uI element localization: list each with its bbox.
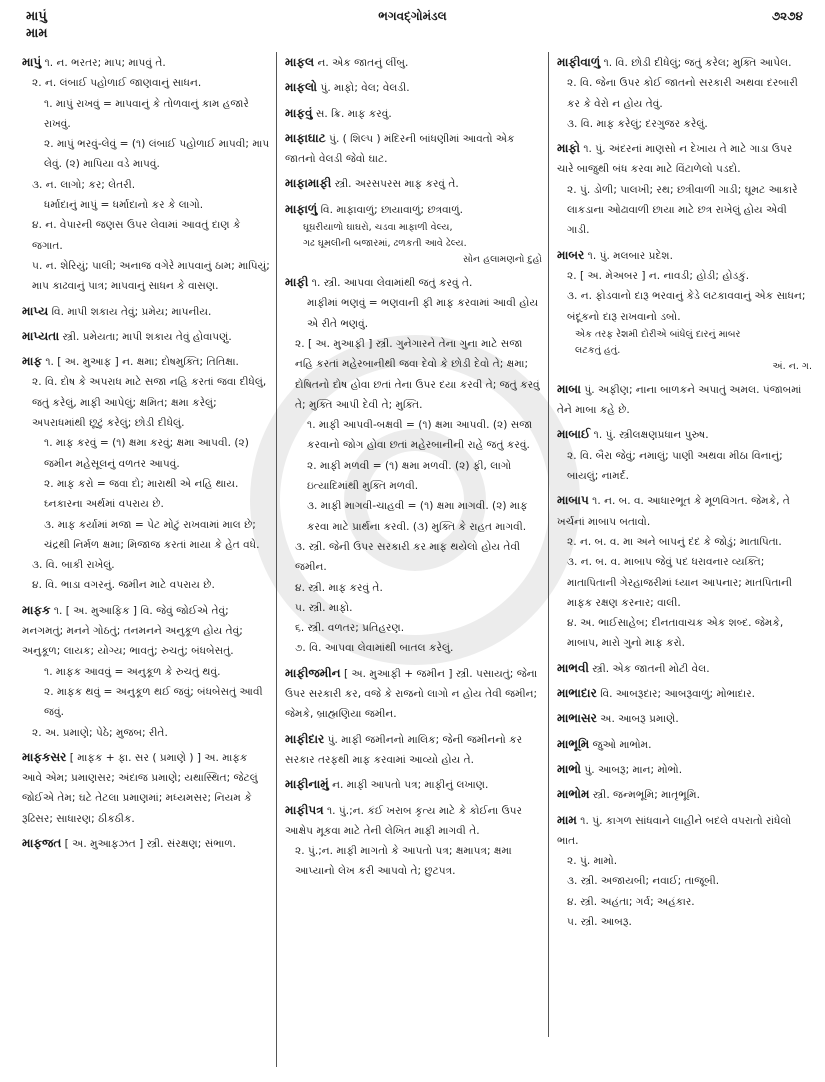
dictionary-entry bbox=[285, 663, 542, 725]
dictionary-entry bbox=[557, 138, 812, 240]
entry-sense: ૧. માપું રાખવું = માપવાનું કે તોળવાનું કામ હજારે રાખવું. bbox=[44, 97, 249, 130]
entry-headword: માફીવાળું bbox=[557, 55, 601, 69]
entry-sense: ૨. અ. પ્રમાણે; પેઠે; મુજબ; રીતે. bbox=[32, 726, 168, 739]
dictionary-entry bbox=[22, 747, 270, 829]
entry-headword: માભાસર bbox=[557, 711, 597, 726]
dictionary-entry bbox=[285, 272, 542, 659]
entry-sense: સ્ત્રી. અરસપરસ માફ કરવું તે. bbox=[334, 178, 459, 191]
entry-headword: માફીનામું bbox=[285, 777, 329, 792]
entry-sense: ૭. વિ. આપવા લેવામાંથી બાતલ કરેલું. bbox=[295, 642, 454, 655]
entry-headword: માફીજમીન bbox=[285, 665, 341, 680]
entry-quote-line: એક તરફ રેશમી દોરીએ બાંધેલું દારનું માબર bbox=[575, 328, 741, 340]
entry-headword: મામ bbox=[557, 812, 577, 827]
entry-headword: માભૂમિ bbox=[557, 736, 590, 751]
entry-sense: ૨. વિ. જેના ઉપર કોઈ જાતનો સરકારી અથવા દરબારી કર કે વેરો ન હોય તેવું. bbox=[567, 77, 798, 110]
entry-sense: ૧. માફી આપવી-બક્ષવી = (૧) ક્ષમા આપવી. (૨) સજા કરવાનો જોગ હોવા છતાં મહેરબાનીની રાહે જતું કરવું. bbox=[307, 419, 533, 452]
dictionary-entry bbox=[285, 774, 542, 795]
entry-sense: પું. આબરૂ; માન; મોભો. bbox=[584, 763, 683, 776]
entry-sense: ૧. માફ કરવું = (૧) ક્ષમા કરવું; ક્ષમા આપવી. (૨) જમીન મહેસૂલનું વળતર આપવું. bbox=[44, 437, 249, 470]
dictionary-entry bbox=[285, 199, 542, 268]
entry-sense: ૩. માફી માગવી-ચાહવી = (૧) ક્ષમા માગવી. (૨) માફ કરવા માટે પ્રાર્થના કરવી. (૩) મુક્તિ કે રાહત માગવી. bbox=[307, 500, 528, 533]
entry-quote-line: ઘૂઘરીયાળો ઘાઘરો, ચડવા માફાળી વેલ્ય, bbox=[303, 222, 453, 234]
dictionary-entry bbox=[285, 128, 542, 170]
entry-sense: ૨. વિ. દોષ કે અપરાધ માટે સજા નહિ કરતાં જવા દીધેલું, જતું કરેલું, માફી આપેલું; ક્ષમિત; ક્ષમા કરેલું; અપરાધમાંથી છૂટું કરેલું; છોડી દીધેલું. bbox=[32, 376, 267, 430]
dictionary-entry bbox=[22, 326, 270, 347]
entry-quote-source: સોન હલામણનો દુહો bbox=[462, 254, 542, 266]
entry-sense: ૧. પું. કાગળ સાંધવાને લાહીને બદલે વપરાતો રાંધેલો ભાત. bbox=[557, 814, 792, 847]
entry-sense: વિ. માપી શકાય તેવું; પ્રમેય; માપનીય. bbox=[51, 305, 212, 318]
dictionary-entry bbox=[22, 52, 270, 297]
entry-quote-line: લટકતું હતું. bbox=[575, 344, 621, 356]
entry-headword: માફલ bbox=[285, 55, 315, 69]
entry-sense: ૪. વિ. ભાડા વગરનું. જમીન માટે વપરાય છે. bbox=[32, 579, 215, 592]
page-header bbox=[0, 0, 825, 52]
entry-sense: વિ. આબરૂદાર; આબરૂવાળું; મોભાદાર. bbox=[600, 688, 756, 701]
entry-sense: ૨. પું. ડોળી; પાલખી; રથ; છત્રીવાળી ગાડી; ઘૂમટ આકારે લાકડાના ઓઢાવાળી છાયા માટે છત્ર રાખેલું હોય એવી ગાડી. bbox=[567, 183, 798, 237]
entry-sense: ૧. ન. ભરતર; માપ; માપવું તે. bbox=[44, 57, 166, 69]
entry-sense: ૧. વિ. છોડી દીધેલું; જતું કરેલ; મુક્તિ આપેલ. bbox=[603, 57, 792, 69]
entry-headword: માફામાફી bbox=[285, 176, 332, 191]
entry-sense: માફીમાં ભણવું = ભણવાની ફી માફ કરવામાં આવી હોય એ રીતે ભણવું. bbox=[307, 297, 539, 330]
entry-headword: માબર bbox=[557, 247, 585, 262]
entry-headword: માભાદાર bbox=[557, 686, 597, 701]
entry-sense: ૨. [ અ. મેઅબર ] ન. નાવડી; હોડી; હોડકું. bbox=[567, 269, 750, 282]
entry-sense: પું. માફી જમીનનો માલિક; જેની જમીનનો કર સરકાર તરફથી માફ કરવામાં આવ્યો હોય તે. bbox=[285, 733, 523, 766]
entry-sense: ૧. પું. મલબાર પ્રદેશ. bbox=[587, 249, 673, 262]
entry-headword: માભોમ bbox=[557, 787, 590, 802]
entry-headword: માપ્ય bbox=[22, 303, 49, 318]
entry-headword: માફજત bbox=[22, 835, 62, 850]
dictionary-entry bbox=[557, 810, 812, 933]
entry-headword: માફીપત્ર bbox=[285, 802, 324, 817]
entry-quote-line: ગઢ ઘૂમલીની બજારમાં, ઢળકતી આવે ઢેલ્ય. bbox=[303, 238, 467, 250]
dictionary-entry bbox=[557, 784, 812, 805]
entry-headword: માપું bbox=[22, 55, 42, 69]
guide-word-top: માપું bbox=[26, 9, 47, 24]
entry-sense: ૩. ન. લાગો; કર; લેતરી. bbox=[32, 178, 136, 191]
entry-headword: માફલો bbox=[285, 80, 318, 95]
dictionary-entry bbox=[285, 103, 542, 124]
entry-headword: માફક bbox=[22, 602, 51, 617]
dictionary-entry bbox=[557, 708, 812, 729]
entry-sense: ૬. સ્ત્રી. વળતર; પ્રતિહરણ. bbox=[295, 622, 405, 635]
entry-sense: ૨. માફ કરો = જવા દો; મારાથી એ નહિ થાય. ઘ્નકારના અર્થમાં વપરાય છે. bbox=[44, 477, 239, 511]
entry-sense: ૨. માફી મળવી = (૧) ક્ષમા મળવી. (૨) ફી, લાગો ઇત્યાદિમાંથી મુક્તિ મળવી. bbox=[307, 459, 512, 493]
dictionary-entry bbox=[285, 52, 542, 73]
entry-sense: ૧. પું. અંદરનાં માણસો ન દેખાય તે માટે ગાડા ઉપર ચારે બાજુથી બંધ કરવા માટે વિંટાળેલો પડદો. bbox=[557, 143, 793, 176]
dictionary-entry bbox=[557, 658, 812, 679]
entry-sense: ૫. ન. શેરિયું; પાલી; અનાજ વગેરે માપવાનું ઠામ; માપિયું; માપ કાઢવાનું પાત્ર; માપવાનું સાધન કે વાસણ. bbox=[32, 259, 270, 293]
entry-sense: સ. ક્રિ. માફ કરવું. bbox=[315, 107, 392, 120]
entry-sense: ૩. સ્ત્રી. અજાયબી; નવાઈ; તાજૂબી. bbox=[567, 875, 720, 888]
entry-sense: ૩. વિ. બાકી રાખેલું. bbox=[32, 559, 115, 572]
entry-headword: માફકસર bbox=[22, 749, 67, 764]
entry-sense: ૧. પું. સ્ત્રીલક્ષણપ્રધાન પુરુષ. bbox=[593, 429, 709, 442]
entry-sense: ૪. સ્ત્રી. અહંતા; ગર્વ; અહંકાર. bbox=[567, 895, 695, 908]
entry-sense: પું. અફીણ; નાના બાળકને અપાતું અમલ. પંજાબમાં તેને માબા કહે છે. bbox=[557, 383, 802, 417]
dictionary-entry bbox=[22, 351, 270, 596]
entry-sense: અ. આબરૂ પ્રમાણે. bbox=[600, 713, 679, 726]
entry-sense: [ અ. મુઆફઝત ] સ્ત્રી. સંરક્ષણ; સંભાળ. bbox=[64, 837, 237, 850]
dictionary-entry bbox=[22, 600, 270, 743]
dictionary-title: ભગવદ્ગોમંડલ bbox=[378, 9, 447, 23]
entry-sense: પું. માફો; વેલ; વેલડી. bbox=[320, 82, 410, 95]
entry-headword: માભો bbox=[557, 761, 582, 776]
entry-sense: ૨. માપું ભરવું-લેવું = (૧) લંબાઈ પહોળાઈ માપવી; માપ લેવું. (૨) માપિયા વડે માપવું. bbox=[44, 138, 270, 171]
entry-sense: ૧. સ્ત્રી. આપવા લેવામાંથી જતું કરવું તે. bbox=[311, 277, 473, 290]
entry-sense: ૨. વિ. બૈરા જેવું; નમાલું; પાણી અથવા મીઠા વિનાનું; બાયલું; નામર્દ. bbox=[567, 449, 783, 483]
entry-sense: ૧. માફક આવવું = અનુકૂળ કે રુચતું થવું. bbox=[44, 665, 221, 678]
entry-sense: સ્ત્રી. એક જાતની મોટી વેલ. bbox=[592, 662, 710, 675]
entry-quote-source: અં. ન. ગ. bbox=[772, 360, 812, 372]
entry-sense: ૩. સ્ત્રી. જેની ઉપર સરકારી કર માફ થયેલો હોય તેવી જમીન. bbox=[295, 540, 521, 574]
entry-sense: ૨. માફક થવું = અનુકૂળ થઈ જવું; બંધબેસતું આવી જવું. bbox=[44, 685, 263, 719]
entry-headword: માફો bbox=[557, 141, 580, 156]
entry-headword: માફીદાર bbox=[285, 731, 325, 746]
dictionary-entry bbox=[22, 833, 270, 854]
entry-sense: [ માફક + ફા. સર ( પ્રમાણે ) ] અ. માફક આવે એમ; પ્રમાણસર; અંદાજ પ્રમાણે; યથાસ્થિત; જેટલું જોઈએ તેમ; ઘટે તેટલા પ્રમાણમાં; મધ્યમસર; નિયમ કે રૂઢિસર; સાધારણ; ઠીકઠીક. bbox=[22, 751, 258, 825]
dictionary-entry bbox=[557, 379, 812, 421]
entry-sense: સ્ત્રી. પ્રમેયતા; માપી શકાય તેવું હોવાપણું. bbox=[62, 330, 232, 343]
entry-headword: માબા bbox=[557, 381, 581, 396]
dictionary-entry bbox=[285, 77, 542, 98]
entry-sense: ૩. વિ. માફ કરેલું; દરગુજર કરેલું. bbox=[567, 117, 708, 130]
entry-sense: ૨. પું.;ન. માફી માગતો કે આપતો પત્ર; ક્ષમાપત્ર; ક્ષમા આપ્યાનો લેખ કરી આપવો તે; છુટપત્ર. bbox=[295, 845, 512, 878]
dictionary-entry bbox=[557, 490, 812, 653]
dictionary-entry bbox=[557, 683, 812, 704]
entry-headword: માબાપ bbox=[557, 493, 589, 508]
entry-sense: ૩. માફ કર્યામાં મજા = પેટ મોટું રાખવામાં માલ છે; ચંદ્રથી નિર્મળ ક્ષમા; મિજાજ કરતાં માયા કે હેત વધે. bbox=[44, 518, 260, 551]
entry-sense: ૩. ન. બ. વ. માબાપ જેવું પદ ધરાવનાર વ્યક્તિ; માતાપિતાની ગેરહાજરીમાં ધ્યાન આપનાર; માતપિતાની માફક રક્ષણ કરનાર; વાલી. bbox=[567, 556, 793, 609]
entry-sense: સ્ત્રી. જન્મભૂમિ; માતૃભૂમિ. bbox=[592, 789, 700, 802]
entry-sense: ૧. પું.;ન. કંઈ ખરાબ કૃત્ય માટે કે કોઈના ઉપર આક્ષેપ મૂકવા માટે તેની લેખિત માફી માગવી તે. bbox=[285, 804, 522, 837]
entry-sense: ન. એક જાતનું લીંબુ. bbox=[317, 57, 409, 69]
entry-sense: ૨. [ અ. મુઆફી ] સ્ત્રી. ગુનેગારને તેના ગુના માટે સજા નહિ કરતાં મહેરબાનીથી જવા દેવો કે છોડી દેવો તે; ક્ષમા; દોષિતનો દોષ હોવા છતાં તેના ઉપર દયા કરવી તે; જતું કરવું તે; મુક્તિ આપી દેવી તે; મુક્તિ. bbox=[295, 337, 540, 411]
entry-headword: માફવું bbox=[285, 105, 313, 120]
entry-sense: જુઓ માભોમ. bbox=[592, 738, 652, 751]
entry-sense: ૪. અ. ભાઈસાહેબ; દીનતાવાચક એક શબ્દ. જેમકે, માબાપ, મારો ગુનો માફ કરો. bbox=[567, 617, 784, 650]
entry-sense: ૪. સ્ત્રી. માફ કરવું તે. bbox=[295, 581, 383, 594]
guide-word-bottom: મામ bbox=[26, 26, 48, 41]
entry-headword: માફાઘાટ bbox=[285, 130, 326, 145]
dictionary-columns bbox=[22, 52, 812, 1067]
entry-headword: માફી bbox=[285, 275, 309, 290]
column-3 bbox=[549, 52, 812, 1022]
entry-sense: ૨. ન. લંબાઈ પહોળાઈ જાણવાનું સાધન. bbox=[32, 77, 202, 90]
entry-sense: પું. ( શિલ્પ ) મંદિરની બાંધણીમાં આવતો એક જાતનો વેલડી જેવો ઘાટ. bbox=[285, 132, 515, 166]
entry-sense: ૧. [ અ. મુઆફિક ] વિ. જેવું જોઈએ તેવું; મનગમતું; મનને ગોઠતું; તનમનને અનુકૂળ હોય તેવું; અનુકૂળ; લાયક; યોગ્ય; ભાવતું; રુચતું; બંધબેસતું. bbox=[22, 604, 243, 658]
entry-headword: માબાઈ bbox=[557, 427, 591, 442]
dictionary-entry bbox=[22, 301, 270, 322]
entry-sense: વિ. માફાવાળું; છાયાવાળું; છત્રવાળું. bbox=[320, 203, 463, 216]
dictionary-entry bbox=[285, 173, 542, 194]
page-number: ૭૨૭૪ bbox=[771, 9, 803, 23]
dictionary-entry bbox=[557, 245, 812, 375]
dictionary-entry bbox=[557, 52, 812, 134]
entry-sense: ૧. [ અ. મુઆફ ] ન. ક્ષમા; દોષમુક્તિ; તિતિક્ષા. bbox=[45, 356, 239, 369]
entry-sense: ૫. સ્ત્રી. માફો. bbox=[295, 601, 353, 614]
dictionary-entry bbox=[285, 729, 542, 771]
entry-sense: ન. માફી આપતો પત્ર; માફીનું લખાણ. bbox=[332, 779, 489, 792]
entry-sense: ૨. ન. બ. વ. મા અને બાપનું દંદ કે જોડું; માતાપિતા. bbox=[567, 535, 782, 548]
column-2 bbox=[277, 52, 549, 1037]
entry-sense: ૪. ન. વેપારની જણસ ઉપર લેવામાં આવતું દાણ કે જગાત. bbox=[32, 219, 241, 252]
entry-sense: ૩. ન. ફોડવાનો દારૂ ભરવાનું કેડે લટકાવવાનું એક સાધન; બંદૂકનો દારૂ રાખવાનો ડબો. bbox=[567, 290, 806, 323]
entry-sense: ૫. સ્ત્રી. આબરૂ. bbox=[567, 915, 632, 928]
entry-headword: માફ bbox=[22, 354, 42, 369]
entry-headword: માપ્યતા bbox=[22, 328, 60, 343]
entry-sense: ધર્માદાનું માપું = ધર્માદાનો કર કે લાગો. bbox=[44, 199, 204, 212]
dictionary-entry bbox=[557, 759, 812, 780]
entry-sense: ૧. ન. બ. વ. આધારભૂત કે મૂળવિગત. જેમકે, તે ખર્ચનાં માબાપ બતાવો. bbox=[557, 495, 790, 528]
dictionary-entry bbox=[285, 800, 542, 882]
entry-sense: [ અ. મુઆફી + જમીન ] સ્ત્રી. પસાયતું; જેના ઉપર સરકારી કર, વજે કે રાજનો લાગો ન હોય તેવી જમીન; જેમકે, બ્રાહ્મણિયા જમીન. bbox=[285, 667, 538, 721]
entry-sense: ૨. પું. મામો. bbox=[567, 855, 618, 868]
column-1 bbox=[22, 52, 277, 1067]
entry-headword: માફાળું bbox=[285, 201, 318, 216]
dictionary-entry bbox=[557, 734, 812, 755]
dictionary-entry bbox=[557, 424, 812, 486]
entry-headword: માભવી bbox=[557, 660, 589, 675]
